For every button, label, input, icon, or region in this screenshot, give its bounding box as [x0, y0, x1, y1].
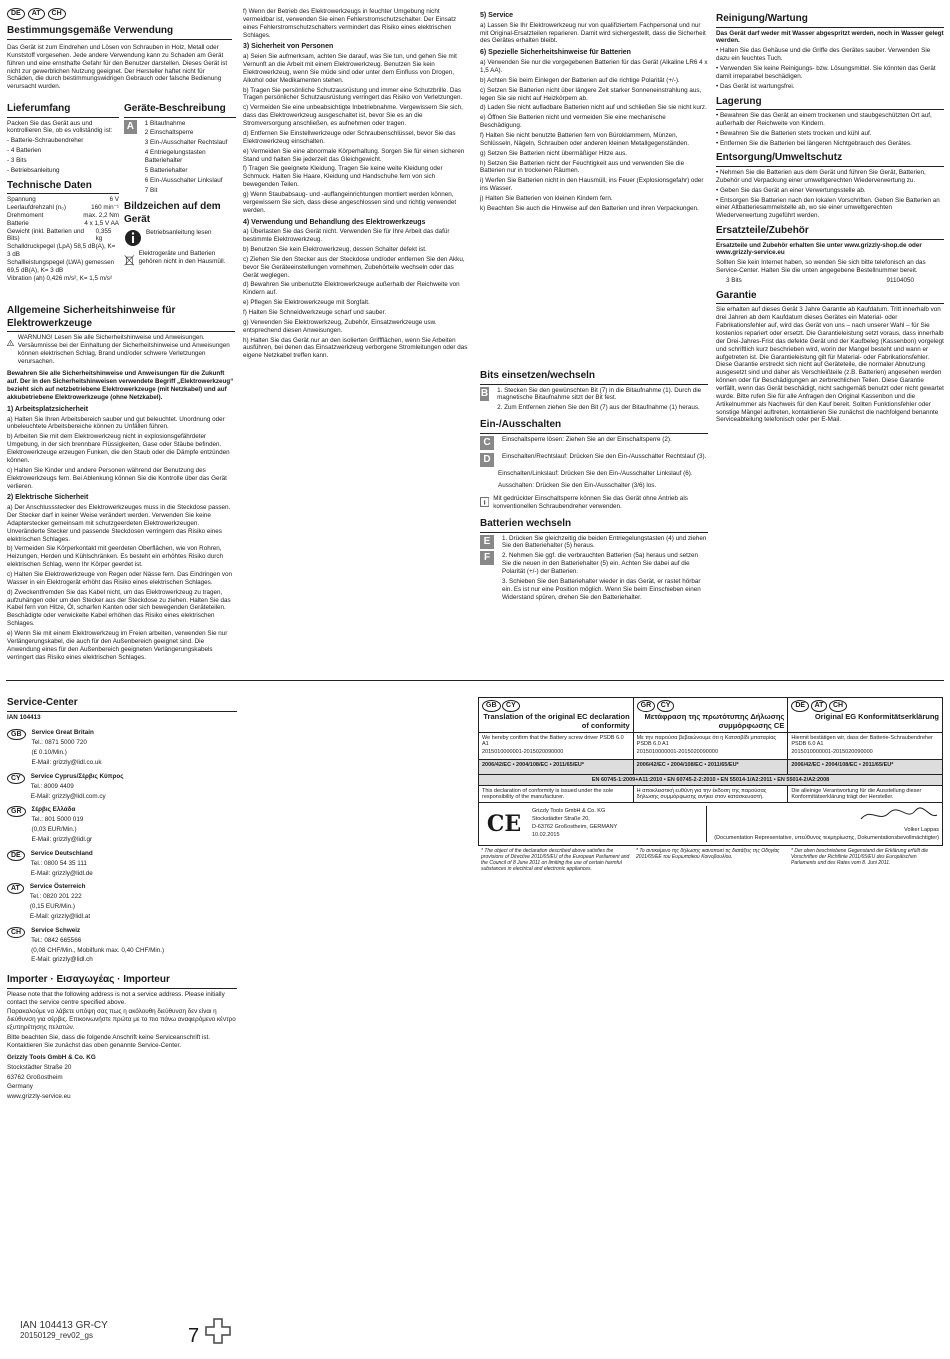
figure-letter: F: [480, 551, 494, 565]
service-entry: GR Σέρβις Ελλάδα Tel.: 801 5000 019 (0,03 EUR/Min.) E-Mail: grizzly@lidl.gr: [7, 806, 237, 845]
service-entry: CY Service Cyprus/Σέρβις Κύπρος Tel.: 8009 4409 E-Mail: grizzly@lidl.com.cy: [7, 773, 237, 803]
s6-heading: 6) Spezielle Sicherheitshinweise für Batterien: [480, 49, 631, 57]
declaration-header-gr: GR CY Μετάφραση της πρωτότυπης Δήλωσης συμμόρφωσης CE: [634, 698, 789, 732]
s6-item: b) Achten Sie beim Einlegen der Batterien auf die richtige Polarität (+/-).: [480, 76, 680, 84]
page-footer: [20, 1320, 108, 1340]
tech-row: Batterie 4 x 1,5 V AA: [7, 219, 119, 227]
cleaning-item: • Halten Sie das Gehäuse und die Griffe des Gerätes sauber. Verwenden Sie dazu ein feuchtes Tuch.: [716, 47, 931, 63]
warranty-text: Sie erhalten auf dieses Gerät 3 Jahre Garantie ab Kaufdatum. Tritt innerhalb von drei Jahren ab dem Kaufdatum dieses Gerätes ein Material- oder Fabrikationsfehler auf, wird das Gerät von uns – nach unserer Wahl – für Sie kostenlos repariert oder ersetzt. Die Garantieleistung setzt voraus, dass innerhalb der Drei-Jahres-Frist das defekte Gerät und der Kaufbeleg (Kassenbon) vorgelegt und schriftlich kurz beschrieben wird, worin der Mangel besteht und wann er aufgetreten ist. Die Garantieleistung gilt für Material- oder Fabrikationsfehler. Diese Garantie erstreckt sich nicht auf Geräteteile, die normaler Abnutzung ausgesetzt sind und daher als Verschleißteile (z.B. Batterien) angesehen werden können oder für Beschädigungen an zerbrechlichen Teilen. Diese Garantie verfällt, wenn das Gerät beschädigt, nicht sachgemäß benutzt oder nicht gewartet wurde. Bitte rufen Sie für alle Anfragen den Original Kassenbon und die Artikelnummer als Nachweis für den Kauf bereit. Sollten Funktionsfehler oder sonstige Mängel auftreten, kontaktieren Sie zunächst die nachfolgend benannte Serviceabteilung telefonisch oder per E-Mail.: [716, 306, 944, 424]
intended-use-text: Das Gerät ist zum Eindrehen und Lösen von Schrauben in Holz, Metall oder Kunststoff vorgesehen. Jede andere Verwendung kann zu Schaden am Gerät führen und eine ernsthafte Gefahr für den Benutzer darstellen. Dieses Gerät ist nicht zur gewerblichen Nutzung geeignet. Der Hersteller haftet nicht für Schäden, die durch bestimmungswidrigen Gebrauch oder falsche Bedienung verursacht wurden.: [7, 44, 228, 91]
cleaning-item: • Verwenden Sie keine Reinigungs- bzw. Lösungsmittel. Sie könnten das Gerät damit irreparabel beschädigen.: [716, 64, 936, 80]
country-badge: CH: [7, 927, 25, 938]
disposal-heading: Entsorgung/Umweltschutz: [716, 152, 944, 167]
s4-item: c) Ziehen Sie den Stecker aus der Steckdose und/oder entfernen Sie den Akku, bevor Sie Geräteeinstellungen vornehmen, Zubehörteile wechseln oder das Gerät weglegen.: [243, 255, 465, 279]
spare-parts-text: Ersatzteile und Zubehör erhalten Sie unter www.grizzly-shop.de oder www.grizzly-service.eu: [716, 241, 922, 257]
country-badge-ch: CH: [48, 8, 66, 20]
s3-item: e) Vermeiden Sie eine abnormale Körperhaltung. Sorgen Sie für einen sicheren Stand und halten Sie jederzeit das Gleichgewicht.: [243, 147, 465, 163]
s1-item: c) Halten Sie Kinder und andere Personen während der Benutzung des Elektrowerkzeugs fern. Bei Ablenkung können Sie die Kontrolle über das Gerät verlieren.: [7, 466, 227, 490]
service-ian: IAN 104413: [7, 713, 41, 721]
figure-letter: A: [124, 120, 137, 134]
country-badge: DE: [7, 850, 25, 861]
footer-ian: IAN 104413 GR-CY: [20, 1320, 108, 1331]
storage-item: • Bewahren Sie die Batterien stets trocken und kühl auf.: [716, 129, 872, 137]
service-entry: CH Service Schweiz Tel.: 0842 665566 (0,08 CHF/Min., Mobilfunk max. 0,40 CHF/Min.) E-Mail: grizzly@lidl.ch: [7, 927, 237, 966]
symbol-manual: Betriebsanleitung lesen: [124, 229, 236, 247]
s3-item: f) Tragen Sie geeignete Kleidung. Tragen Sie keine weite Kleidung oder Schmuck. Halten Sie Haare, Kleidung und Handschuhe fern von sich bewegenden Teilen.: [243, 165, 443, 189]
spare-parts-heading: Ersatzteile/Zubehör: [716, 225, 944, 240]
part-item: 5 Batteriehalter: [144, 166, 188, 174]
disposal-item: • Geben Sie das Gerät an einer Verwertungsstelle ab.: [716, 186, 866, 194]
intended-use-heading: Bestimmungsgemäße Verwendung: [7, 25, 232, 40]
column-1: [7, 8, 174, 42]
country-badge: AT: [7, 883, 24, 894]
onoff-step: Ausschalten: Drücken Sie den Ein-/Ausschalter (3/6) los.: [498, 482, 657, 490]
s2-item: c) Halten Sie Elektrowerkzeuge von Regen oder Nässe fern. Das Eindringen von Wasser in ein Elektrogerät erhöht das Risiko eines elektrischen Schlages.: [7, 570, 233, 586]
s4-item: d) Bewahren Sie unbenutzte Elektrowerkzeuge außerhalb der Reichweite von Kindern auf.: [243, 281, 460, 297]
onoff-step: D Einschalten/Rechtslauf: Drücken Sie den Ein-/Ausschalter Rechtslauf (3).: [480, 453, 708, 467]
declaration-directives-row: 2006/42/EC • 2004/108/EC • 2011/65/EU* 2006/42/EC • 2004/108/EC • 2011/65/EU* 2006/42/EC • 2004/108/EC • 2011/65/EU*: [478, 760, 943, 775]
s3-item: a) Seien Sie aufmerksam, achten Sie darauf, was Sie tun, und gehen Sie mit Vernunft an die Arbeit mit einem Elektrowerkzeug. Benutzen Sie kein Elektrowerkzeug, wenn Sie müde sind oder unter dem Einfluss von Drogen, Alkohol oder Medikamenten stehen.: [243, 53, 457, 84]
info-icon: [480, 495, 489, 509]
s3-item: b) Tragen Sie persönliche Schutzausrüstung und immer eine Schutzbrille. Das Tragen persönlicher Schutzausrüstung verringert das Risiko von Verletzungen.: [243, 86, 463, 102]
tech-row: Gewicht (inkl. Batterien und Bits) 0,355 kg: [7, 227, 112, 243]
signature-mark: [859, 805, 939, 825]
importer-en: Please note that the following address is not a service address. Please initially contact the service centre specified above.: [7, 990, 225, 1006]
cleaning-heading: Reinigung/Wartung: [716, 13, 944, 28]
declaration-header-de: DE AT CH Original EG Konformitätserklärung: [788, 698, 942, 732]
figure-letter: C: [480, 436, 494, 450]
s4-item: e) Pflegen Sie Elektrowerkzeuge mit Sorgfalt.: [243, 299, 370, 307]
s4-item: h) Halten Sie das Gerät nur an den isolierten Griffflächen, wenn Sie Arbeiten ausführen, bei denen das Einsatzwerkzeug verborgene Stromleitungen oder das eigene Netzkabel treffen kann.: [243, 336, 468, 360]
tech-row: Schalldruckpegel (LpA) 58,5 dB(A), K= 3 dB: [7, 243, 116, 259]
importer-address: 63762 Großostheim: [7, 1073, 63, 1081]
cleaning-text: Das Gerät darf weder mit Wasser abgespritzt werden, noch in Wasser gelegt werden.: [716, 29, 944, 45]
s4-heading: 4) Verwendung und Behandlung des Elektrowerkzeugs: [243, 218, 426, 226]
plus-cross-icon: [205, 1318, 231, 1344]
battery-heading: Batterien wechseln: [480, 518, 708, 533]
s3-heading: 3) Sicherheit von Personen: [243, 43, 334, 51]
importer-address: www.grizzly-service.eu: [7, 1093, 71, 1101]
service-entry: GB Service Great Britain Tel.: 0871 5000 720 (£ 0.10/Min.) E-Mail: grizzly@lidl.co.uk: [7, 729, 237, 768]
country-badge: GR: [7, 806, 26, 817]
figure-letter: E: [480, 535, 494, 549]
service-heading: Service-Center: [7, 697, 237, 712]
s4-item: b) Benutzen Sie kein Elektrowerkzeug, dessen Schalter defekt ist.: [243, 245, 427, 253]
s4-item: a) Überlasten Sie das Gerät nicht. Verwenden Sie für Ihre Arbeit das dafür bestimmte Elektrowerkzeug.: [243, 228, 450, 244]
battery-steps: [480, 535, 708, 604]
storage-heading: Lagerung: [716, 96, 944, 111]
s2-item: e) Wenn Sie mit einem Elektrowerkzeug im Freien arbeiten, verwenden Sie nur Verlängerungskabel, die auch für den Außenbereich geeignet sind. Die Anwendung eines für den Außenbereich geeigneten Verlängerungskabels verringert das Risiko eines elektrischen Schlages.: [7, 630, 228, 661]
s2-item: a) Der Anschlussstecker des Elektrowerkzeuges muss in die Steckdose passen. Der Stecker darf in keiner Weise verändert werden. Verwenden Sie keine Adapterstecker gemeinsam mit schutzgeerdeten Elektrowerkzeugen. Unveränderte Stecker und passende Steckdosen verringern das Risiko eines elektrischen Schlages.: [7, 504, 231, 543]
tech-row: Vibration (ah) 0,426 m/s², K= 1,5 m/s²: [7, 274, 113, 282]
declaration-standards: EN 60745-1:2009+A11:2010 • EN 60745-2-2:2010 • EN 55014-1/A2:2011 • EN 55014-2/A2:2008: [478, 775, 943, 786]
disposal-item: • Nehmen Sie die Batterien aus dem Gerät und führen Sie Gerät, Batterien, Zubehör und Verpackung einer umweltgerechten Wiederverwertung zu.: [716, 168, 926, 184]
s5-heading: 5) Service: [480, 12, 514, 19]
importer-gr: Παρακαλούμε να λάβετε υπόψη σας πως η ακόλουθη διεύθυνση δεν είναι η διεύθυνση για σέρβις. Επικοινωνήστε πρώτα με το πιο πάνω αναφερόμενο κέντρο εξυπηρέτησης πελατών.: [7, 1008, 236, 1032]
s2-continued: f) Wenn der Betrieb des Elektrowerkzeugs in feuchter Umgebung nicht vermeidbar ist, verwenden Sie einen Fehlerstromschutzschalter. Der Einsatz eines Fehlerstromschutzschalters vermindert das Risiko eines elektrischen Schlages.: [243, 8, 457, 39]
s2-item: d) Zweckentfremden Sie das Kabel nicht, um das Elektrowerkzeug zu tragen, aufzuhängen oder um den Stecker aus der Steckdose zu ziehen. Halten Sie das Kabel fern von Hitze, Öl, scharfen Kanten oder sich bewegenden Geräteteilen. Beschädigte oder verwickelte Kabel erhöhen das Risiko eines elektrischen Schlages.: [7, 588, 231, 628]
footer-revision: 20150129_rev02_gs: [20, 1331, 93, 1340]
tech-row: Leerlaufdrehzahl (n₀) 160 min⁻¹: [7, 204, 119, 212]
onoff-step: C Einschaltsperre lösen: Ziehen Sie an der Einschaltsperre (2).: [480, 436, 708, 450]
tech-row: Drehmoment max. 2,2 Nm: [7, 211, 119, 219]
bits-section: [480, 365, 708, 606]
delivery-item: - Batterie-Schraubendreher: [7, 137, 84, 145]
manual-icon: [124, 229, 142, 247]
s3-item: d) Entfernen Sie Einstellwerkzeuge oder Schraubenschlüssel, bevor Sie das Elektrowerkzeug einschalten.: [243, 129, 456, 145]
safety-section: [7, 300, 235, 663]
battery-letters: [480, 535, 498, 604]
importer-heading: Importer · Εισαγωγέας · Importeur: [7, 974, 237, 989]
info-note: i Mit gedrückter Einschaltsperre können Sie das Gerät ohne Antrieb als konventionellen Schraubendreher verwenden.: [480, 495, 708, 513]
page-number: 7: [188, 1325, 200, 1347]
country-badge-de: DE: [7, 8, 25, 20]
declaration-of-conformity: [478, 697, 943, 874]
spare-parts-row: 3 Bits 91104050: [726, 277, 914, 285]
declaration-responsibility-row: This declaration of conformity is issued under the sole responsibility of the manufacturer. Η αποκλειστική ευθύνη για την έκδοση της παρούσας δήλωσης συμμόρφωσης ανήκει στον κατασκευαστή. Die alleinige Verantwortung für die Ausstellung dieser Konformitätserklärung trägt der Hersteller.: [478, 786, 943, 803]
storage-item: • Bewahren Sie das Gerät an einem trockenen und staubgeschützten Ort auf, außerhalb der Reichweite von Kindern.: [716, 112, 932, 127]
crossed-bin-icon: [124, 250, 135, 270]
delivery-item: - Betriebsanleitung: [7, 166, 60, 174]
part-item: 3 Ein-/Ausschalter Rechtslauf: [144, 139, 228, 147]
parts-heading: Geräte-Beschreibung: [124, 103, 236, 118]
declaration-header-en: GB CY Translation of the original EC declaration of conformity: [479, 698, 634, 732]
cleaning-item: • Das Gerät ist wartungsfrei.: [716, 82, 795, 90]
country-badges: [7, 8, 119, 20]
s6-item: a) Verwenden Sie nur die vorgegebenen Batterien für das Gerät (Alkaline LR6 4 x 1,5 AA).: [480, 59, 708, 74]
s4-item: g) Verwenden Sie Elektrowerkzeug, Zubehör, Einsatzwerkzeuge usw. entsprechend diesen Anweisungen.: [243, 318, 437, 334]
section-divider: [6, 680, 944, 681]
declaration-product-row: We hereby confirm that the Battery screw driver PSDB 6.0 A1 2015010000001-2015020090000 Με την παρούσα βεβαιώνουμε ότι η Κατσαβίδι μπαταρίας PSDB 6.0 A1 2015010000001-2015020090000 Hiermit bestätigen wir, dass der Batterie-Schraubendreher PSDB 6.0 A1 2015010000001-2015020090000: [478, 733, 943, 760]
delivery-item: - 3 Bits: [7, 156, 27, 164]
tech-heading: Technische Daten: [7, 180, 119, 195]
svg-text:!: !: [9, 342, 12, 347]
bits-list: [497, 387, 708, 415]
part-item: 6 Ein-/Ausschalter Linkslauf: [144, 176, 223, 184]
s6-item: k) Beachten Sie auch die Hinweise auf den Batterien und ihren Verpackungen.: [480, 204, 699, 212]
s2-item: b) Vermeiden Sie Körperkontakt mit geerdeten Oberflächen, wie von Rohren, Heizungen, Herden und Kühlschränken. Es besteht ein erhöhtes Risiko durch elektrischen Schlag, wenn Ihr Körper geerdet ist.: [7, 545, 223, 569]
column-5: [716, 8, 944, 426]
importer-company: Grizzly Tools GmbH & Co. KG: [7, 1053, 96, 1061]
s6-item: c) Setzen Sie Batterien nicht über längere Zeit starker Sonneneinstrahlung aus, legen Sie sie nicht auf Heizkörpern ab.: [480, 86, 702, 102]
s1-item: b) Arbeiten Sie mit dem Elektrowerkzeug nicht in explosionsgefährdeter Umgebung, in der sich brennbare Flüssigkeiten, Gase oder Stäube befinden. Elektrowerkzeuge erzeugen Funken, die den Staub oder die Dämpfe entzünden können.: [7, 433, 230, 464]
column-3: [243, 8, 471, 362]
column-4: [480, 8, 708, 215]
symbols-heading: Bildzeichen auf dem Gerät: [124, 201, 221, 225]
bits-step: 2. Zum Entfernen ziehen Sie den Bit (7) aus der Bitaufnahme (1) heraus.: [497, 404, 700, 412]
s6-item: j) Halten Sie Batterien von kleinen Kindern fern.: [480, 194, 613, 202]
battery-list: [502, 535, 708, 604]
s1-item: a) Halten Sie Ihren Arbeitsbereich sauber und gut beleuchtet. Unordnung oder unbeleuchtete Arbeitsbereiche können zu Unfällen führen.: [7, 415, 225, 431]
part-item: 4 Entriegelungstasten Batteriehalter: [144, 149, 206, 164]
figure-letter: B: [480, 387, 489, 399]
part-item: 1 Bitaufnahme: [144, 119, 186, 127]
service-entry: AT Service Österreich Tel.: 0820 201 222 (0,15 EUR/Min.) E-Mail: grizzly@lidl.at: [7, 883, 237, 922]
battery-step: 2. Nehmen Sie ggf. die verbrauchten Batterien (5a) heraus und setzen Sie die neuen in den Batteriehalter (5) ein. Achten Sie dabei auf die Polarität (+/-) der Batterien.: [502, 552, 699, 575]
safety-keep: Bewahren Sie alle Sicherheitshinweise und Anweisungen für die Zukunft auf. Der in den Sicherheitshinweisen verwendete Begriff „Elektrowerkzeug“ bezieht sich auf netzbetriebene Elektrowerkzeuge (mit Netzkabel) und auf akkubetriebene Elektrowerkzeuge (ohne Netzkabel).: [7, 370, 234, 402]
parts-items: [145, 120, 236, 197]
onoff-heading: Ein-/Ausschalten: [480, 419, 708, 434]
column-2: [124, 98, 236, 273]
s3-item: c) Vermeiden Sie eine unbeabsichtigte Inbetriebnahme. Vergewissern Sie sich, dass das Elektrowerkzeug ausgeschaltet ist, bevor Sie es an die Stromversorgung anschließen, es aufnehmen oder tragen.: [243, 104, 463, 128]
country-badge: CY: [7, 773, 25, 784]
safety-warning: ! WARNUNG! Lesen Sie alle Sicherheitshinweise und Anweisungen. Versäumnisse bei der Einhaltung der Sicherheitshinweise und Anweisungen können elektrischen Schlag, Brand und/oder schwere Verletzungen verursachen.: [7, 334, 235, 367]
disposal-item: • Entsorgen Sie Batterien nach den lokalen Vorschriften. Geben Sie Batterien an einer Altbatteriesammelstelle ab, wo sie einer umweltgerechten Wiederverwertung zugeführt werden.: [716, 196, 940, 220]
declaration-footnotes-row: * The object of the declaration described above satisfies the provisions of Directive 2011/65/EU of the European Parliament and the Council of 8 June 2011 on limiting the use of certain harmful substances in electrical and electronic appliances. * Το αντικείμενο της δήλωσης ικανοποιεί τις διατάξεις της Οδηγίας 2011/65/ΕΕ του Ευρωπαϊκού Κοινοβουλίου. * Der oben beschriebene Gegenstand der Erklärung erfüllt die Vorschriften der Richtlinie 2011/65/EU des Europäischen Parlaments und des Rates vom 8. Juni 2011.: [481, 848, 929, 872]
s6-item: g) Setzen Sie Batterien nicht übermäßiger Hitze aus.: [480, 149, 627, 157]
ce-mark: CE: [486, 811, 522, 837]
spare-parts-note: Sollten Sie kein Internet haben, so wenden Sie sich bitte telefonisch an das Service-Center. Halten Sie die unten angegebene Bestellnummer bereit.: [716, 259, 926, 275]
s1-heading: 1) Arbeitsplatzsicherheit: [7, 405, 89, 413]
warranty-heading: Garantie: [716, 290, 944, 305]
importer-de: Bitte beachten Sie, dass die folgende Anschrift keine Serviceanschrift ist. Kontaktieren Sie zunächst das oben genannte Service-Center.: [7, 1034, 211, 1049]
declaration-signature-row: CE Grizzly Tools GmbH & Co. KG Stockstädter Straße 20, D-63762 Großostheim, GERMANY 10.02.2015 Volker Lappas (Documentation Representative, υπεύθυνος τεκμηρίωσης, Dokumentationsbevollmächtigter): [478, 803, 943, 846]
s6-item: d) Laden Sie nicht aufladbare Batterien nicht auf und schließen Sie sie nicht kurz.: [480, 104, 707, 112]
battery-step: 1. Drücken Sie gleichzeitig die beiden Entriegelungstasten (4) und ziehen Sie den Batteriehalter (5) heraus.: [502, 534, 707, 550]
delivery-heading: Lieferumfang: [7, 103, 119, 118]
column-1-body: [7, 44, 228, 93]
tech-row: Schallleistungspegel (LWA) gemessen 69,5 dB(A), K= 3 dB: [7, 259, 115, 274]
storage-item: • Entfernen Sie die Batterien bei längeren Nichtgebrauch des Gerätes.: [716, 139, 912, 147]
part-item: 2 Einschaltsperre: [144, 129, 194, 137]
s6-item: e) Öffnen Sie Batterien nicht und vermeiden Sie eine mechanische Beschädigung.: [480, 114, 666, 130]
s5-text: a) Lassen Sie Ihr Elektrowerkzeug nur von qualifiziertem Fachpersonal und nur mit Original-Ersatzteilen reparieren. Damit wird sichergestellt, dass die Sicherheit des Gerätes erhalten bleibt.: [480, 21, 706, 45]
service-entry: DE Service Deutschland Tel.: 0800 54 35 111 E-Mail: grizzly@lidl.de: [7, 850, 237, 880]
column-1-lower: [7, 98, 119, 283]
s3-item: g) Wenn Staubabsaug- und -auffangeinrichtungen montiert werden können, vergewissern Sie sich, dass diese angeschlossen sind und richtig verwendet werden.: [243, 190, 457, 214]
s6-item: h) Setzen Sie Batterien nicht der Feuchtigkeit aus und verwenden Sie die Batterien nur in trockenen Räumen.: [480, 159, 685, 175]
s6-item: f) Halten Sie nicht benutzte Batterien fern von Büroklammern, Münzen, Schlüsseln, Nägeln, Schrauben oder anderen kleinen Metallgegenständen.: [480, 131, 689, 147]
part-item: 7 Bit: [144, 186, 158, 194]
parts-list: [124, 120, 236, 197]
service-center: [7, 692, 237, 1103]
country-badge-at: AT: [28, 8, 45, 20]
importer-address: Germany: [7, 1083, 33, 1091]
s2-heading: 2) Elektrische Sicherheit: [7, 494, 89, 502]
bits-steps: [480, 387, 708, 415]
bits-step: 1. Stecken Sie den gewünschten Bit (7) in die Bitaufnahme (1). Durch die magnetische Bitaufnahme sitzt der Bit fest.: [497, 386, 702, 402]
battery-step: 3. Schieben Sie den Batteriehalter wieder in das Gerät, er rastet hörbar ein. Es ist nur eine Position möglich. Wenn Sie beim Einschieben einen Widerstand spüren, drehen Sie den Batteriehalter.: [502, 577, 701, 601]
s4-item: f) Halten Sie Schneidwerkzeuge scharf und sauber.: [243, 309, 387, 316]
s6-item: i) Werfen Sie Batterien nicht in den Hausmüll, ins Feuer (Explosionsgefahr) oder ins Wasser.: [480, 177, 704, 193]
onoff-step: Einschalten/Linkslauf: Drücken Sie den Ein-/Ausschalter Linkslauf (6).: [498, 469, 693, 477]
safety-heading: Allgemeine Sicherheitshinweise für Elektrowerkzeuge: [7, 305, 235, 332]
delivery-item: - 4 Batterien: [7, 147, 42, 155]
declaration-headers: [478, 697, 943, 733]
svg-text:i: i: [483, 499, 486, 507]
tech-row: Spannung 6 V: [7, 196, 119, 204]
warning-icon: [7, 334, 14, 352]
importer-address: Stockstädter Straße 20: [7, 1063, 72, 1071]
delivery-intro: Packen Sie das Gerät aus und kontrollieren Sie, ob es vollständig ist:: [7, 119, 113, 135]
symbol-bin: Elektrogeräte und Batterien gehören nicht in den Hausmüll.: [124, 250, 236, 270]
bits-heading: Bits einsetzen/wechseln: [480, 370, 708, 385]
figure-letter: D: [480, 453, 494, 467]
country-badge: GB: [7, 729, 26, 740]
